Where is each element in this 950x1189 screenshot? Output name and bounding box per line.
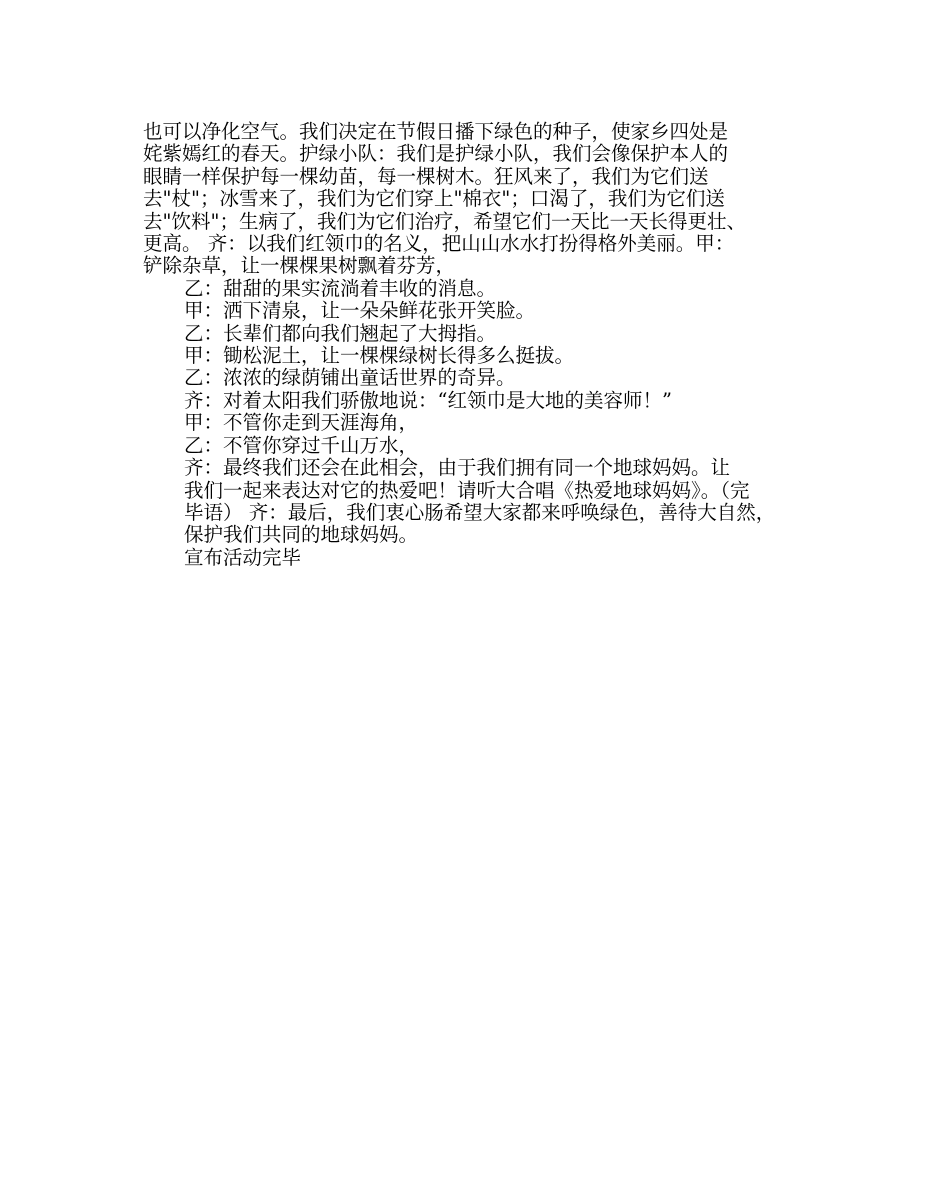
text-line: 乙：浓浓的绿荫铺出童话世界的奇异。 bbox=[184, 366, 516, 390]
paragraph bbox=[143, 300, 823, 322]
paragraph bbox=[143, 412, 823, 434]
text-line: 保护我们共同的地球妈妈。 bbox=[184, 523, 419, 547]
paragraph bbox=[143, 323, 823, 345]
paragraph bbox=[143, 435, 823, 457]
text-line: 去"杖"；冰雪来了，我们为它们穿上"棉衣"；口渴了，我们为它们送 bbox=[143, 187, 725, 211]
text-line: 去"饮料"；生病了，我们为它们治疗，希望它们一天比一天长得更壮、 bbox=[143, 209, 746, 233]
text-line: 乙：长辈们都向我们翘起了大拇指。 bbox=[184, 321, 497, 345]
text-line: 甲：洒下清泉，让一朵朵鲜花张开笑脸。 bbox=[184, 299, 536, 323]
text-line: 毕语） 齐：最后，我们衷心肠希望大家都来呼唤绿色，善待大自然， bbox=[184, 500, 776, 524]
text-line: 也可以净化空气。我们决定在节假日播下绿色的种子，使家乡四处是 bbox=[143, 120, 729, 143]
text-line: 乙：不管你穿过千山万水， bbox=[184, 433, 419, 457]
text-line: 乙：甜甜的果实流淌着丰收的消息。 bbox=[184, 276, 497, 300]
text-line: 眼睛一样保护每一棵幼苗，每一棵树木。狂风来了，我们为它们送 bbox=[143, 164, 709, 188]
text-line: 齐：最终我们还会在此相会，由于我们拥有同一个地球妈妈。让 bbox=[184, 456, 731, 480]
paragraph bbox=[143, 278, 823, 300]
text-line: 甲：不管你走到天涯海角， bbox=[184, 411, 419, 435]
paragraph bbox=[143, 457, 823, 547]
text-line: 宣布活动完毕 bbox=[184, 545, 302, 569]
paragraph bbox=[143, 367, 823, 389]
text-line: 齐：对着太阳我们骄傲地说：“红领巾是大地的美容师！” bbox=[184, 388, 672, 412]
paragraph bbox=[143, 345, 823, 367]
text-line: 姹紫嫣红的春天。护绿小队：我们是护绿小队，我们会像保护本人的 bbox=[143, 142, 729, 166]
document-body bbox=[143, 121, 823, 569]
text-line: 我们一起来表达对它的热爱吧！请听大合唱《热爱地球妈妈》。（完 bbox=[184, 478, 750, 502]
text-line: 甲：锄松泥土，让一棵棵绿树长得多么挺拔。 bbox=[184, 344, 575, 368]
text-line: 铲除杂草，让一棵棵果树飘着芬芳， bbox=[143, 254, 456, 278]
paragraph bbox=[143, 121, 823, 278]
paragraph bbox=[143, 390, 823, 412]
text-line: 更高。 齐：以我们红领巾的名义，把山山水水打扮得格外美丽。甲： bbox=[143, 232, 735, 256]
paragraph bbox=[143, 547, 823, 569]
